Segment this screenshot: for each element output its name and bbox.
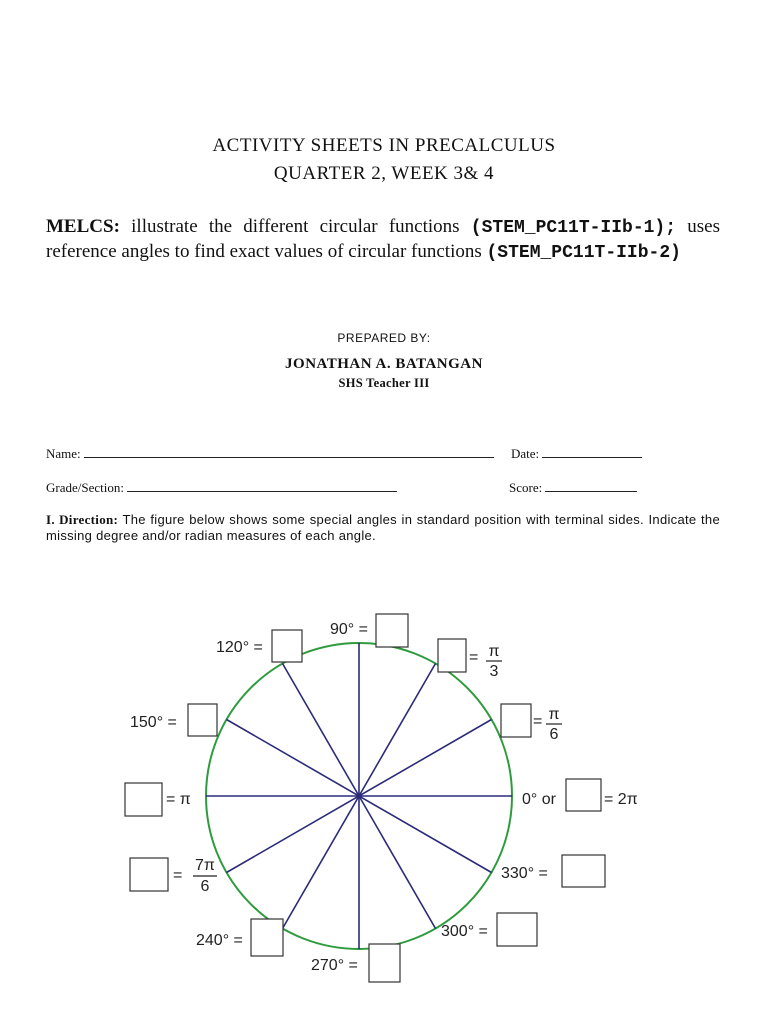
label-30-equals: = [533, 713, 543, 730]
answer-box-60[interactable] [438, 639, 466, 672]
answer-box-30[interactable] [501, 704, 531, 737]
label-360: = 2π [604, 791, 638, 808]
melcs-code-2: (STEM_PC11T-IIb-2) [486, 243, 681, 263]
label-90: 90° = [330, 621, 368, 638]
melcs-code-1: (STEM_PC11T-IIb-1); [470, 218, 677, 238]
label-0: 0° or [522, 791, 556, 808]
answer-box-210[interactable] [130, 858, 168, 891]
label-60-numerator: π [488, 643, 500, 660]
answer-box-0[interactable] [566, 779, 601, 811]
label-60-equals: = [469, 649, 479, 666]
direction-label: I. Direction: [46, 512, 119, 527]
answer-box-180[interactable] [125, 783, 162, 816]
score-label: Score: [509, 480, 543, 495]
label-30-numerator: π [548, 706, 560, 723]
label-210-numerator: 7π [195, 857, 215, 874]
label-30-denominator: 6 [549, 726, 559, 743]
answer-box-330[interactable] [562, 855, 605, 887]
terminal-sides [206, 643, 512, 949]
label-270: 270° = [311, 957, 358, 974]
melcs-label: MELCS: [46, 216, 120, 237]
label-60-denominator: 3 [489, 663, 499, 680]
label-150: 150° = [130, 714, 177, 731]
label-120: 120° = [216, 639, 263, 656]
author-name: JONATHAN A. BATANGAN [285, 356, 483, 372]
name-label: Name: [46, 446, 81, 461]
label-300: 300° = [441, 923, 488, 940]
label-210-equals: = [173, 867, 183, 884]
label-210-denominator: 6 [200, 878, 210, 895]
answer-box-270[interactable] [369, 944, 400, 982]
answer-box-300[interactable] [497, 913, 537, 946]
prepared-by-label: PREPARED BY: [337, 331, 431, 345]
label-330: 330° = [501, 865, 548, 882]
date-label: Date: [511, 446, 540, 461]
direction-text: The figure below shows some special angles in standard position with terminal sides. Indicate the missing degree and/or radian measures of each angle. [46, 512, 720, 543]
author-role: SHS Teacher III [338, 376, 430, 390]
melcs-text-2: uses reference angles to find exact values of circular functions [46, 216, 720, 262]
melcs-text-1: illustrate the different circular functions [119, 216, 471, 237]
answer-box-240[interactable] [251, 919, 283, 956]
answer-box-90[interactable] [376, 614, 408, 647]
answer-box-150[interactable] [188, 704, 217, 736]
label-180: = π [166, 791, 191, 808]
label-240: 240° = [196, 932, 243, 949]
answer-box-120[interactable] [272, 630, 302, 662]
grade-section-label: Grade/Section: [46, 480, 124, 495]
title-line-2: QUARTER 2, WEEK 3& 4 [273, 163, 495, 184]
title-line-1: ACTIVITY SHEETS IN PRECALCULUS [212, 135, 556, 156]
